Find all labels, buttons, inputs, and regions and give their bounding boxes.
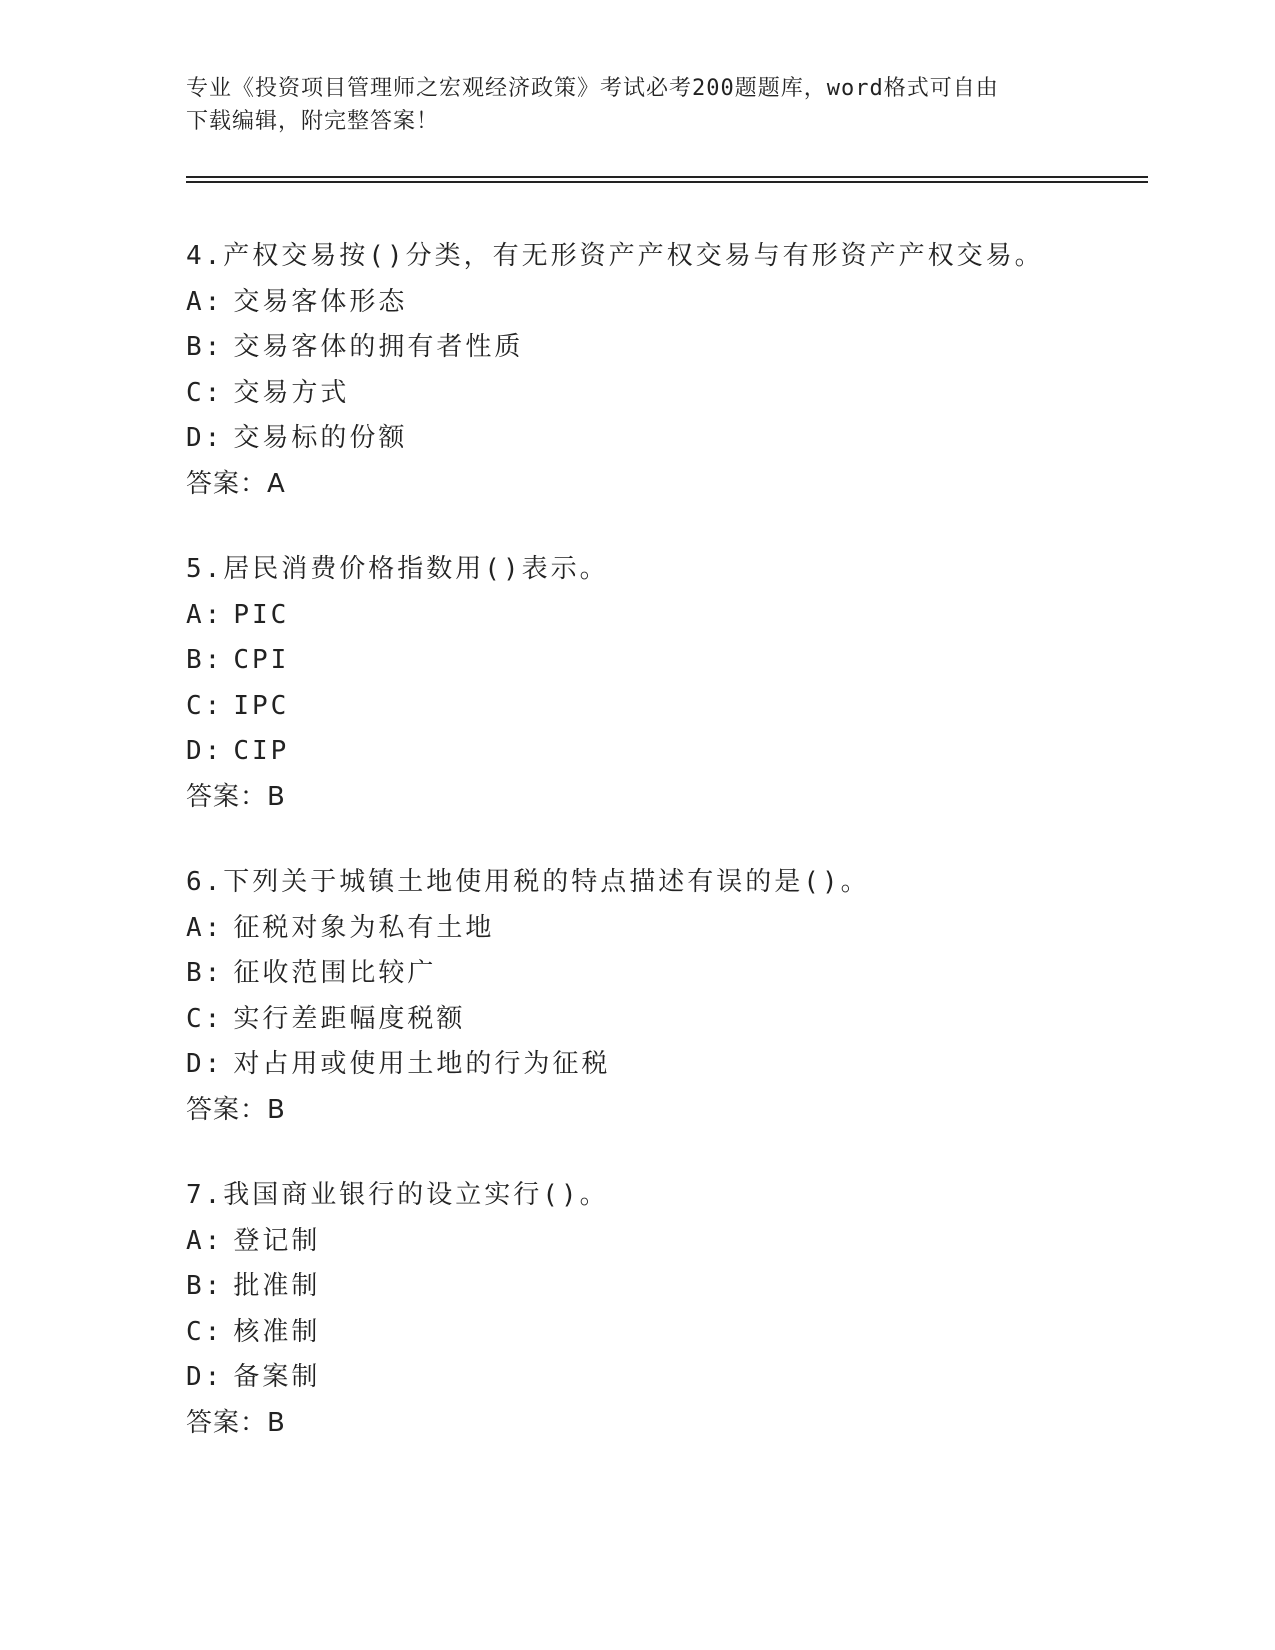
answer: 答案：B <box>186 781 286 812</box>
option-text: 交易客体形态 <box>233 286 408 317</box>
question-4 <box>186 234 1146 507</box>
question-stem: 5.居民消费价格指数用()表示。 <box>186 554 609 584</box>
option-d <box>186 1355 1146 1401</box>
option-c <box>186 684 1146 730</box>
header-divider-top <box>186 176 1148 178</box>
option-a <box>186 593 1146 639</box>
option-text: CIP <box>233 736 290 766</box>
question-7 <box>186 1173 1146 1446</box>
option-b <box>186 1264 1146 1310</box>
option-key: B: <box>186 645 224 675</box>
question-stem: 4.产权交易按()分类，有无形资产产权交易与有形资产产权交易。 <box>186 241 1044 271</box>
answer: 答案：A <box>186 468 286 499</box>
option-text: 对占用或使用土地的行为征税 <box>233 1049 611 1079</box>
option-text: CPI <box>233 645 290 675</box>
question-stem: 6.下列关于城镇土地使用税的特点描述有误的是()。 <box>186 867 870 897</box>
option-text: 批准制 <box>233 1271 321 1301</box>
option-text: PIC <box>233 599 290 630</box>
option-text: 征收范围比较广 <box>233 958 437 988</box>
option-key: D: <box>186 1362 224 1392</box>
option-b <box>186 638 1146 684</box>
option-key: D: <box>186 423 224 453</box>
option-a <box>186 906 1146 952</box>
option-key: C: <box>186 1316 224 1347</box>
question-stem: 7.我国商业银行的设立实行()。 <box>186 1180 609 1210</box>
option-key: A: <box>186 599 224 630</box>
option-key: C: <box>186 377 224 408</box>
header-line-1: 专业《投资项目管理师之宏观经济政策》考试必考200题题库，word格式可自由 <box>186 76 999 101</box>
option-text: 实行差距幅度税额 <box>233 1003 466 1034</box>
option-key: C: <box>186 690 224 721</box>
option-d <box>186 729 1146 775</box>
option-key: B: <box>186 332 224 362</box>
option-d <box>186 416 1146 462</box>
option-key: D: <box>186 1049 224 1079</box>
option-key: D: <box>186 736 224 766</box>
option-key: C: <box>186 1003 224 1034</box>
option-text: IPC <box>233 690 290 721</box>
option-b <box>186 951 1146 997</box>
option-key: A: <box>186 912 224 943</box>
option-key: A: <box>186 286 224 317</box>
question-6 <box>186 860 1146 1133</box>
document-header <box>186 72 1086 138</box>
header-line-2: 下载编辑，附完整答案！ <box>186 109 440 134</box>
option-text: 核准制 <box>233 1316 321 1347</box>
option-a <box>186 280 1146 326</box>
option-d <box>186 1042 1146 1088</box>
option-text: 交易标的份额 <box>233 423 408 453</box>
option-text: 交易方式 <box>233 377 350 408</box>
option-text: 登记制 <box>233 1225 321 1256</box>
option-c <box>186 1310 1146 1356</box>
header-divider-bottom <box>186 181 1148 183</box>
question-5 <box>186 547 1146 820</box>
option-c <box>186 371 1146 417</box>
option-text: 征税对象为私有土地 <box>233 912 495 943</box>
option-b <box>186 325 1146 371</box>
option-text: 备案制 <box>233 1362 321 1392</box>
option-text: 交易客体的拥有者性质 <box>233 332 524 362</box>
answer: 答案：B <box>186 1094 286 1125</box>
option-key: A: <box>186 1225 224 1256</box>
option-a <box>186 1219 1146 1265</box>
option-c <box>186 997 1146 1043</box>
option-key: B: <box>186 958 224 988</box>
option-key: B: <box>186 1271 224 1301</box>
answer: 答案：B <box>186 1407 286 1438</box>
question-list <box>186 234 1146 1486</box>
